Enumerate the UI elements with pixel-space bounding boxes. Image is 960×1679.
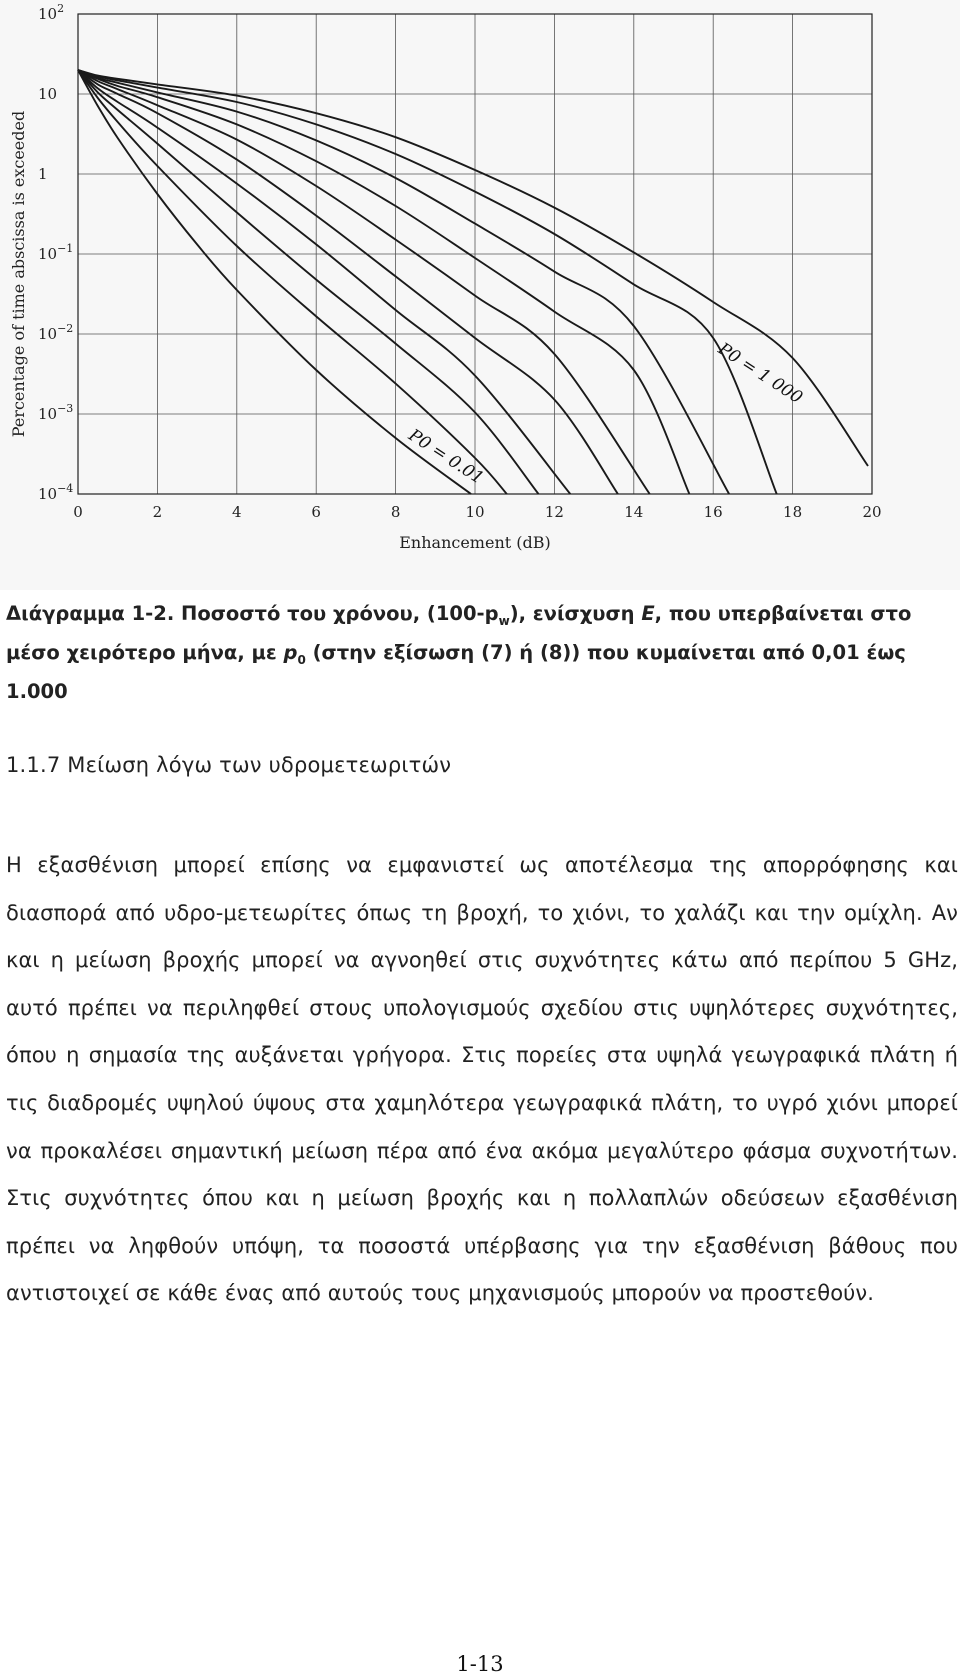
x-tick-label: 10 [465, 503, 485, 521]
y-tick-label: $10^2$ [38, 2, 65, 23]
section-heading: 1.1.7 Μείωση λόγω των υδρομετεωριτών [6, 753, 452, 777]
y-tick-label: 1 [38, 165, 48, 183]
caption-subscript-0: 0 [297, 652, 306, 667]
x-tick-label: 4 [232, 503, 242, 521]
curve-label-2: P0 = 0.01 [404, 425, 488, 489]
y-tick-label: $10^{-3}$ [38, 402, 74, 423]
x-tick-label: 6 [311, 503, 321, 521]
x-tick-label: 2 [152, 503, 163, 521]
enhancement-chart [0, 0, 960, 590]
caption-middle: ), ενίσχυση [509, 602, 642, 625]
x-tick-label: 0 [73, 503, 83, 521]
figure-caption [6, 598, 956, 707]
x-tick-label: 20 [862, 503, 882, 521]
page-number: 1-13 [456, 1652, 504, 1676]
curve-label-1: P0 = 1 000 [714, 339, 806, 409]
caption-e-symbol: E [641, 602, 655, 625]
x-tick-label: 12 [544, 503, 564, 521]
caption-prefix: Διάγραμμα 1-2. Ποσοστό του χρόνου, (100-p [6, 602, 499, 625]
y-tick-label: 10 [38, 85, 58, 103]
y-tick-label: $10^{-4}$ [38, 482, 74, 503]
body-paragraph: Η εξασθένιση μπορεί επίσης να εμφανιστεί ως αποτέλεσμα της απορρόφησης και διασπορά από υδρο-μετεωρίτες όπως τη βροχή, το χιόνι, το χαλάζι και την ομίχλη. Αν και η μείωση βροχής μπορεί να αγνοηθεί στις συχνότητες κάτω από περίπου 5 GHz, αυτό πρέπει να περιληφθεί στους υπολογισμούς σχεδίου στις υψηλότερες συχνότητες, όπου η σημασία της αυξάνεται γρήγορα. Στις πορείες στα υψηλά γεωγραφικά πλάτη ή τις διαδρομές υψηλού ύψους στα χαμηλότερα γεωγραφικά πλάτη, το υγρό χιόνι μπορεί να προκαλέσει σημαντική μείωση πέρα από ένα ακόμα μεγαλύτερο φάσμα συχνοτήτων. Στις συχνότητες όπου και η μείωση βροχής και η πολλαπλών οδεύσεων εξασθένιση πρέπει να ληφθούν υπόψη, τα ποσοστά υπέρβασης για την εξασθένιση βάθους που αντιστοιχεί σε κάθε ένας από αυτούς τους μηχανισμούς μπορούν να προστεθούν. [6, 853, 958, 1306]
x-tick-label: 16 [703, 503, 723, 521]
caption-suffix: (στην εξίσωση (7) ή (8)) που κυμαίνεται από 0,01 έως 1.000 [6, 640, 906, 703]
caption-subscript-w: w [498, 613, 510, 628]
y-axis-label: Percentage of time abscissa is exceeded [9, 110, 28, 438]
x-tick-label: 14 [624, 503, 644, 521]
caption-after-e: , που υπερβαίνεται στο μέσο χειρότερο μήνα, με [6, 602, 912, 664]
y-tick-label: $10^{-2}$ [38, 322, 74, 343]
x-tick-label: 18 [783, 503, 803, 521]
x-tick-label: 8 [390, 503, 401, 521]
x-axis-label: Enhancement (dB) [399, 533, 551, 552]
y-tick-label: $10^{-1}$ [38, 242, 74, 263]
caption-p-symbol: p [283, 640, 298, 664]
